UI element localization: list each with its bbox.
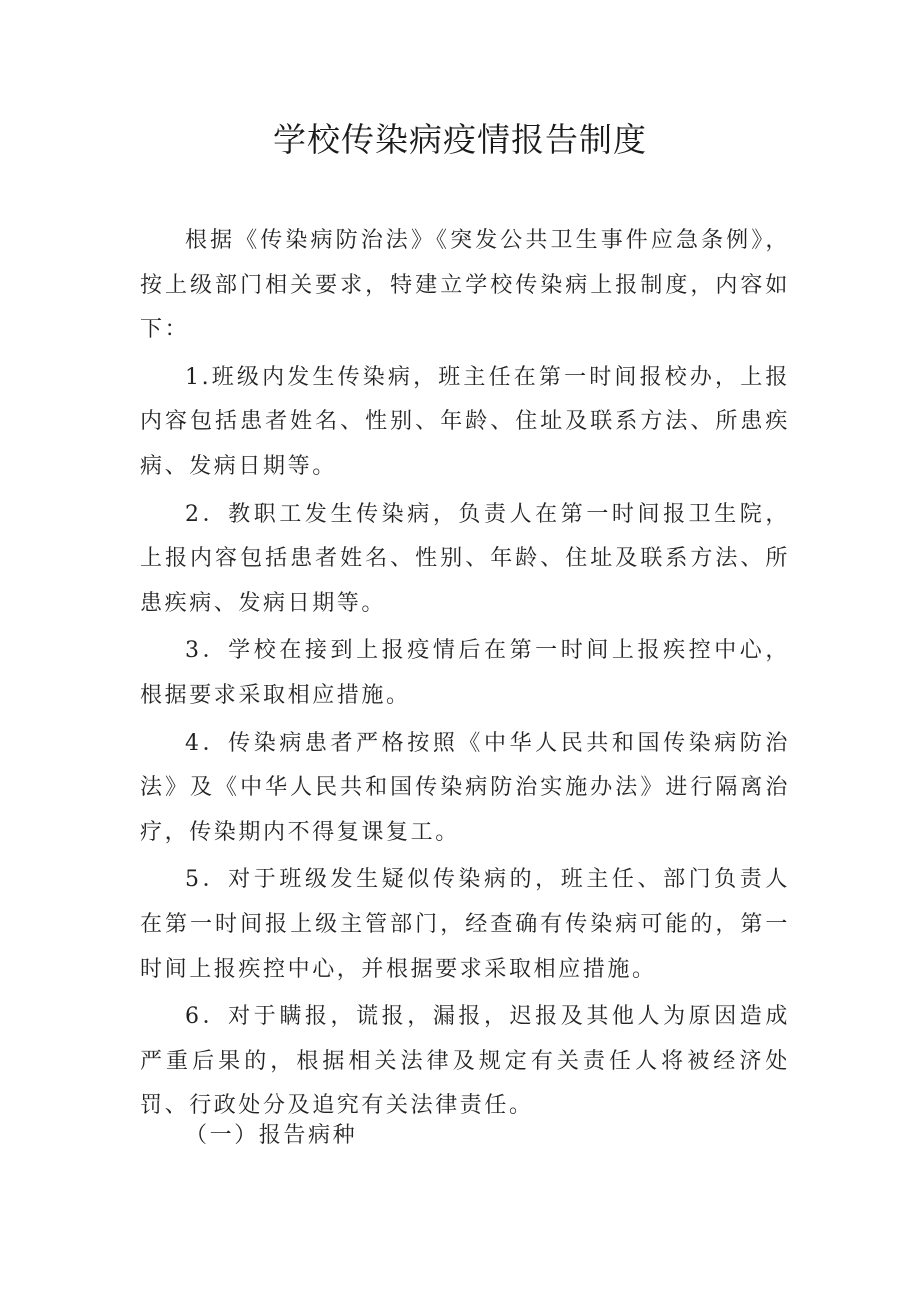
rule-item-5: 5．对于班级发生疑似传染病的，班主任、部门负责人在第一时间报上级主管部门，经查确有传染病可能的，第一时间上报疾控中心，并根据要求采取相应措施。 [140, 867, 790, 982]
rule-item-3: 3．学校在接到上报疫情后在第一时间上报疾控中心，根据要求采取相应措施。 [140, 638, 790, 708]
rule-item-1: 1.班级内发生传染病，班主任在第一时间报校办，上报内容包括患者姓名、性别、年龄、住址及联系方法、所患疾病、发病日期等。 [140, 364, 790, 479]
document-title: 学校传染病疫情报告制度 [273, 120, 647, 159]
section-heading-report-diseases: （一）报告病种 [185, 1123, 358, 1148]
document-body [140, 219, 790, 1129]
rule-item-6: 6．对于瞒报，谎报，漏报，迟报及其他人为原因造成严重后果的，根据相关法律及规定有关责任人将被经济处罚、行政处分及追究有关法律责任。 [140, 1004, 790, 1119]
rule-item-4: 4．传染病患者严格按照《中华人民共和国传染病防治法》及《中华人民共和国传染病防治实施办法》进行隔离治疗，传染期内不得复课复工。 [140, 730, 790, 845]
rule-item-2: 2．教职工发生传染病，负责人在第一时间报卫生院，上报内容包括患者姓名、性别、年龄、住址及联系方法、所患疾病、发病日期等。 [140, 501, 790, 616]
intro-paragraph: 根据《传染病防治法》《突发公共卫生事件应急条例》，按上级部门相关要求，特建立学校传染病上报制度，内容如下： [140, 228, 790, 343]
